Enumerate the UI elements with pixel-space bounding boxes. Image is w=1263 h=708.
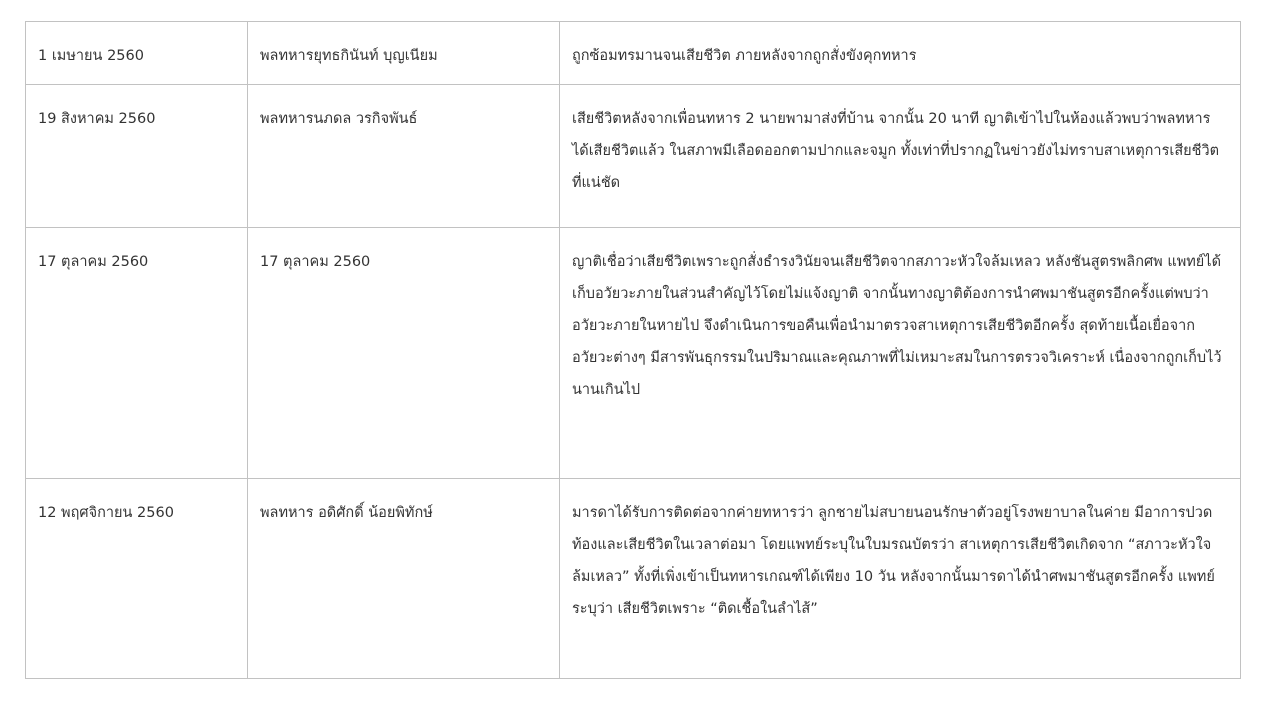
description-cell	[560, 85, 1241, 228]
date-cell	[26, 228, 248, 479]
description-cell	[560, 228, 1241, 479]
soldier-deaths-table	[25, 21, 1241, 679]
date-cell	[26, 479, 248, 679]
date-cell	[26, 85, 248, 228]
name-text: พลทหาร อดิศักดิ์ น้อยพิทักษ์	[260, 505, 433, 521]
description-text: เสียชีวิตหลังจากเพื่อนทหาร 2 นายพามาส่งที่บ้าน จากนั้น 20 นาที ญาติเข้าไปในห้องแล้วพบว่าพลทหารได้เสียชีวิตแล้ว ในสภาพมีเลือดออกตามปากและจมูก ทั้งเท่าที่ปรากฏในข่าวยังไม่ทราบสาเหตุการเสียชีวิตที่แน่ชัด	[572, 111, 1220, 191]
name-text: พลทหารยุทธกินันท์ บุญเนียม	[260, 48, 438, 64]
table-row	[26, 479, 1241, 679]
table-row	[26, 22, 1241, 85]
table-row	[26, 228, 1241, 479]
date-text: 12 พฤศจิกายน 2560	[38, 505, 174, 521]
name-text: พลทหารนภดล วรกิจพันธ์	[260, 111, 418, 127]
name-cell	[248, 479, 560, 679]
date-cell	[26, 22, 248, 85]
description-text: ญาติเชื่อว่าเสียชีวิตเพราะถูกสั่งธำรงวินัยจนเสียชีวิตจากสภาวะหัวใจล้มเหลว หลังชันสูตรพลิกศพ แพทย์ได้เก็บอวัยวะภายในส่วนสำคัญไว้โดยไม่แจ้งญาติ จากนั้นทางญาติต้องการนำศพมาชันสูตรอีกครั้งแต่พบว่าอวัยวะภายในหายไป จึงดำเนินการขอคืนเพื่อนำมาตรวจสาเหตุการเสียชีวิตอีกครั้ง สุดท้ายเนื้อเยื่อจากอวัยวะต่างๆ มีสารพันธุกรรมในปริมาณและคุณภาพที่ไม่เหมาะสมในการตรวจวิเคราะห์ เนื่องจากถูกเก็บไว้นานเกินไป	[572, 254, 1222, 398]
description-text: มารดาได้รับการติดต่อจากค่ายทหารว่า ลูกชายไม่สบายนอนรักษาตัวอยู่โรงพยาบาลในค่าย มีอาการปวดท้องและเสียชีวิตในเวลาต่อมา โดยแพทย์ระบุในใบมรณบัตรว่า สาเหตุการเสียชีวิตเกิดจาก “สภาวะหัวใจล้มเหลว” ทั้งที่เพิ่งเข้าเป็นทหารเกณฑ์ได้เพียง 10 วัน หลังจากนั้นมารดาได้นำศพมาชันสูตรอีกครั้ง แพทย์ระบุว่า เสียชีวิตเพราะ “ติดเชื้อในลำไส้”	[572, 505, 1215, 617]
description-text: ถูกซ้อมทรมานจนเสียชีวิต ภายหลังจากถูกสั่งขังคุกทหาร	[572, 48, 917, 64]
description-cell	[560, 479, 1241, 679]
table-row	[26, 85, 1241, 228]
name-text: 17 ตุลาคม 2560	[260, 254, 371, 270]
description-cell	[560, 22, 1241, 85]
date-text: 17 ตุลาคม 2560	[38, 254, 149, 270]
name-cell	[248, 85, 560, 228]
name-cell	[248, 22, 560, 85]
date-text: 19 สิงหาคม 2560	[38, 111, 156, 127]
name-cell	[248, 228, 560, 479]
date-text: 1 เมษายน 2560	[38, 48, 144, 64]
